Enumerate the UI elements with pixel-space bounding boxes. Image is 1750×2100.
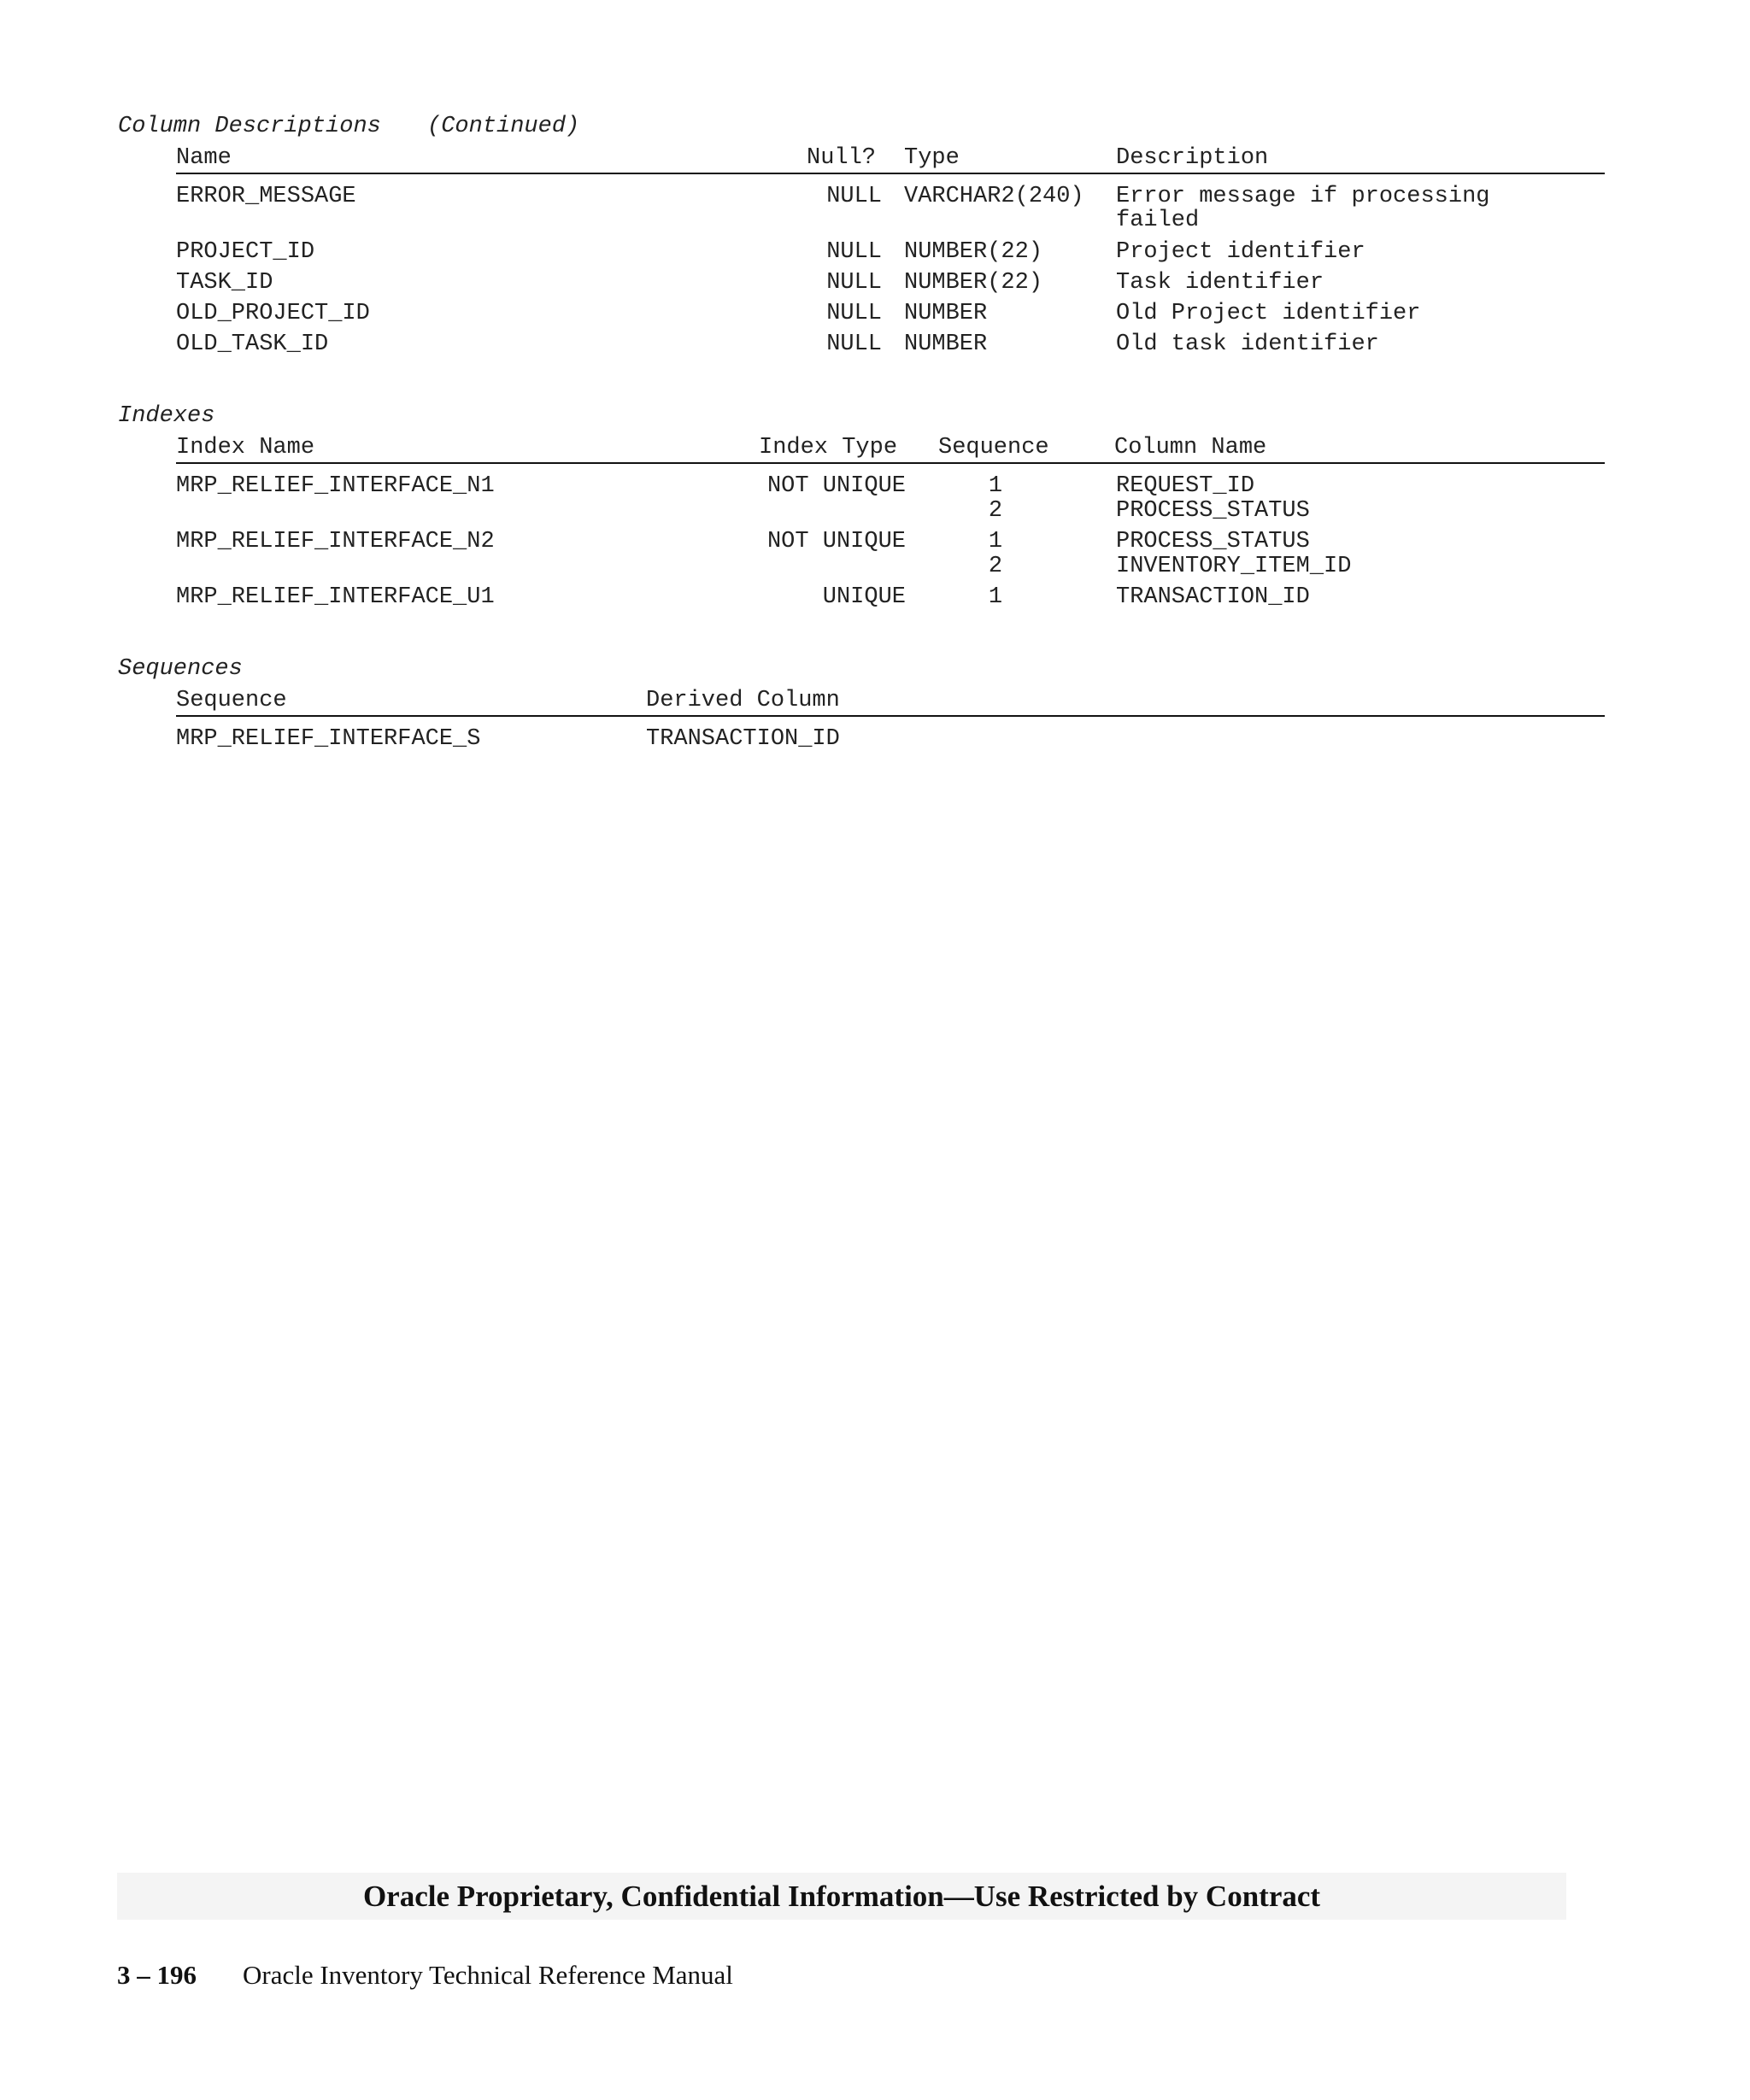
manual-title: Oracle Inventory Technical Reference Manual: [243, 1960, 733, 1990]
col-header-null: Null?: [807, 145, 877, 171]
table-row-null: NULL: [826, 184, 882, 209]
col-header-type: Type: [904, 145, 960, 171]
table-row-derived-column: TRANSACTION_ID: [646, 726, 840, 752]
table-row-name: OLD_TASK_ID: [176, 331, 329, 357]
table-row-description: Project identifier: [1116, 239, 1365, 265]
table-row-description-cont: failed: [1116, 208, 1200, 233]
sequence-header-rule: [176, 715, 1605, 717]
idx-header-index-type: Index Type: [759, 435, 898, 460]
sequences-title: Sequences: [118, 656, 243, 682]
page-number: 3 – 196: [117, 1960, 197, 1990]
col-header-description: Description: [1116, 145, 1269, 171]
table-row-column-name: PROCESS_STATUS: [1116, 529, 1310, 554]
table-row-index-type: UNIQUE: [822, 584, 906, 610]
table-row-column-name: TRANSACTION_ID: [1116, 584, 1310, 610]
table-row-type: NUMBER(22): [904, 239, 1043, 265]
table-row-null: NULL: [826, 239, 882, 265]
table-row-index-name: MRP_RELIEF_INTERFACE_N1: [176, 473, 495, 499]
table-row-type: NUMBER(22): [904, 270, 1043, 296]
seq-header-derived-column: Derived Column: [646, 688, 840, 713]
table-row-index-type: NOT UNIQUE: [766, 529, 906, 554]
table-row-index-name: MRP_RELIEF_INTERFACE_N2: [176, 529, 495, 554]
table-row-column-name: REQUEST_ID: [1116, 473, 1255, 499]
table-row-description: Old task identifier: [1116, 331, 1379, 357]
index-header-rule: [176, 462, 1605, 464]
idx-header-sequence: Sequence: [938, 435, 1049, 460]
table-row-type: VARCHAR2(240): [904, 184, 1084, 209]
idx-header-index-name: Index Name: [176, 435, 315, 460]
table-row-sequence: 1: [988, 473, 1003, 499]
table-row-null: NULL: [826, 301, 882, 326]
continued-label: (Continued): [427, 114, 580, 139]
table-row-null: NULL: [826, 270, 882, 296]
table-row-sequence: 1: [988, 529, 1003, 554]
idx-header-column-name: Column Name: [1114, 435, 1267, 460]
column-header-rule: [176, 173, 1605, 174]
table-row-description: Old Project identifier: [1116, 301, 1421, 326]
table-row-type: NUMBER: [904, 331, 988, 357]
table-row-sequence: 1: [988, 584, 1003, 610]
column-descriptions-title: Column Descriptions: [118, 114, 381, 139]
table-row-column-name: INVENTORY_ITEM_ID: [1116, 554, 1352, 579]
table-row-sequence-name: MRP_RELIEF_INTERFACE_S: [176, 726, 481, 752]
table-row-name: TASK_ID: [176, 270, 273, 296]
table-row-description: Task identifier: [1116, 270, 1324, 296]
table-row-column-name: PROCESS_STATUS: [1116, 498, 1310, 524]
confidential-banner-text: Oracle Proprietary, Confidential Information––Use Restricted by Contract: [362, 1880, 1321, 1913]
table-row-name: PROJECT_ID: [176, 239, 315, 265]
indexes-title: Indexes: [118, 403, 215, 429]
table-row-null: NULL: [826, 331, 882, 357]
table-row-index-name: MRP_RELIEF_INTERFACE_U1: [176, 584, 495, 610]
table-row-sequence: 2: [988, 554, 1003, 579]
confidential-banner: [117, 1873, 1566, 1920]
table-row-index-type: NOT UNIQUE: [766, 473, 906, 499]
table-row-sequence: 2: [988, 498, 1003, 524]
table-row-name: ERROR_MESSAGE: [176, 184, 356, 209]
seq-header-sequence: Sequence: [176, 688, 287, 713]
table-row-description: Error message if processing: [1116, 184, 1490, 209]
table-row-name: OLD_PROJECT_ID: [176, 301, 370, 326]
col-header-name: Name: [176, 145, 232, 171]
table-row-type: NUMBER: [904, 301, 988, 326]
